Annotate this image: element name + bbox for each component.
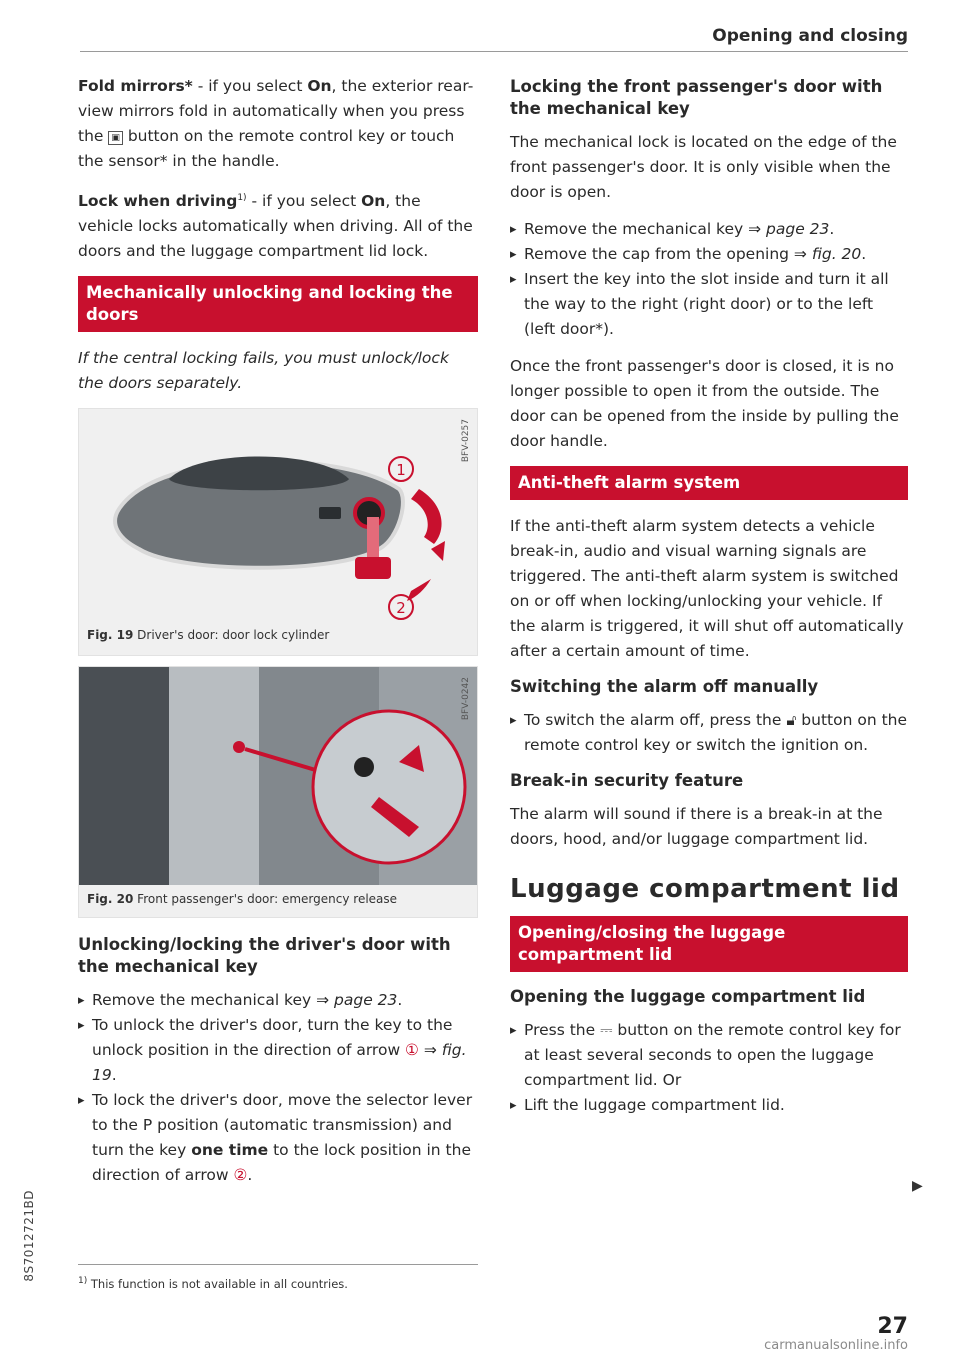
- step-text: Remove the mechanical key: [92, 991, 317, 1010]
- fold-mirrors-label: Fold mirrors*: [78, 77, 193, 95]
- list-item: [510, 267, 908, 342]
- step-text-end: .: [397, 991, 403, 1010]
- alarm-section-heading: Anti-theft alarm system: [510, 466, 908, 500]
- figure-caption-text: Front passenger's door: emergency release: [137, 892, 398, 907]
- footnote: [78, 1276, 348, 1291]
- luggage-section-heading: Opening/closing the luggage compartment lid: [510, 916, 908, 972]
- list-item: [510, 1093, 908, 1118]
- trunk-icon: ⎓: [600, 1021, 613, 1039]
- document-code: 8S7012721BD: [22, 1190, 36, 1282]
- list-item: [78, 988, 478, 1013]
- lock-driving-on: On: [361, 192, 386, 211]
- page-ref-link[interactable]: ⇒ page 23: [316, 991, 398, 1010]
- step-text: Remove the mechanical key: [524, 220, 749, 238]
- step-text: Lift the luggage compartment lid.: [524, 1096, 785, 1114]
- fold-mirrors-on: On: [307, 77, 332, 95]
- step-text: Remove the cap from the opening: [524, 245, 794, 263]
- chapter-title: Luggage compartment lid: [510, 874, 900, 904]
- fold-mirrors-text-3: button on the remote control key or touch the sensor* in the handle.: [78, 127, 455, 170]
- door-handle-illustration: [79, 409, 477, 621]
- step-text-mid: to the lock position in the direction of arrow: [92, 1141, 471, 1185]
- figure-20: [78, 666, 478, 918]
- step-text: Press the: [524, 1021, 601, 1039]
- list-item: [78, 1088, 478, 1188]
- figure-label: Fig. 19: [87, 628, 134, 643]
- opening-lid-steps: [510, 1018, 908, 1118]
- section-intro: If the central locking fails, you must unlock/lock the doors separately.: [78, 349, 449, 393]
- paragraph-mechanical-lock: The mechanical lock is located on the edge of the front passenger's door. It is only visible when the door is open.: [510, 133, 897, 201]
- page-ref-link[interactable]: ⇒ page 23: [748, 220, 830, 238]
- figure-label: Fig. 20: [87, 892, 134, 907]
- continue-arrow-icon: ▶: [912, 1178, 923, 1194]
- heading-passenger-door: Locking the front passenger's door with the mechanical key: [510, 77, 883, 118]
- fig-ref-link[interactable]: ⇒ fig. 20: [793, 245, 862, 263]
- step-text-end: .: [829, 220, 835, 238]
- figure-caption-text: Driver's door: door lock cylinder: [137, 628, 330, 643]
- arrow-marker: ①: [405, 1041, 419, 1060]
- subheading-driver-door: Unlocking/locking the driver's door with the mechanical key: [78, 935, 451, 977]
- arrow-2-label: 2: [396, 599, 406, 618]
- list-item: [510, 217, 908, 242]
- list-item: [510, 1018, 908, 1093]
- figure-code: BFV-0242: [461, 677, 471, 721]
- driver-door-steps: [78, 988, 478, 1188]
- lock-button-icon: ▣: [108, 131, 123, 145]
- footnote-mark: 1): [78, 1276, 88, 1286]
- step-text-end: .: [111, 1066, 117, 1085]
- lock-driving-text: - if you select: [246, 192, 362, 211]
- alarm-off-steps: [510, 708, 908, 758]
- passenger-door-steps: [510, 217, 908, 342]
- step-text-end: button on the remote control key for at least several seconds to open the luggage compartment lid. Or: [524, 1021, 901, 1089]
- footnote-text: This function is not available in all countries.: [90, 1276, 348, 1291]
- fold-mirrors-text-2: , the exterior rear-view mirrors fold in automatically when you press the: [78, 77, 474, 145]
- right-column: [510, 74, 908, 1130]
- lock-driving-paragraph: [78, 186, 478, 264]
- arrow-1-label: 1: [396, 461, 406, 480]
- paragraph-door-closed: Once the front passenger's door is closed, it is no longer possible to open it from the outside. The door can be opened from the inside by pulling the door handle.: [510, 357, 899, 450]
- alarm-paragraph: If the anti-theft alarm system detects a vehicle break-in, audio and visual warning signals are triggered. The anti-theft alarm system is switched on or off when locking/unlocking your vehicle. If the alarm is triggered, it will shut off automatically after a certain amount of time.: [510, 517, 904, 660]
- step-text: Insert the key into the slot inside and turn it all the way to the right (right door) or to the left (left door*).: [524, 270, 889, 338]
- step-bold: one time: [191, 1141, 269, 1160]
- step-text-end: button on the remote control key or switch the ignition on.: [524, 711, 908, 754]
- footnote-divider: [78, 1264, 478, 1265]
- unlock-icon: 🔓︎: [786, 711, 797, 729]
- step-text: To unlock the driver's door, turn the key to the unlock position in the direction of arrow: [92, 1016, 453, 1060]
- step-text: To lock the driver's door, move the selector lever to the P position (automatic transmission) and turn the key: [92, 1091, 473, 1160]
- fold-mirrors-text: - if you select: [192, 77, 308, 95]
- heading-break-in: Break-in security feature: [510, 771, 744, 790]
- figure-code: BFV-0257: [461, 419, 471, 463]
- list-item: [510, 708, 908, 758]
- figure-20-caption: [79, 885, 477, 915]
- running-header: Opening and closing: [712, 26, 908, 46]
- lock-driving-label: Lock when driving: [78, 192, 238, 211]
- page-number: 27: [877, 1314, 908, 1339]
- watermark: carmanualsonline.info: [764, 1338, 908, 1353]
- left-column: [78, 74, 478, 1200]
- arrow-marker: ②: [233, 1166, 248, 1185]
- heading-alarm-off: Switching the alarm off manually: [510, 677, 819, 696]
- section-heading: Mechanically unlocking and locking the doors: [78, 276, 478, 332]
- step-text: To switch the alarm off, press the: [524, 711, 787, 729]
- figure-19: [78, 408, 478, 656]
- fold-mirrors-paragraph: [78, 74, 478, 174]
- lock-driving-text-2: , the vehicle locks automatically when driving. All of the doors and the luggage compartment lid lock.: [78, 192, 473, 261]
- list-item: [510, 242, 908, 267]
- step-text-end: .: [861, 245, 867, 263]
- heading-opening-lid: Opening the luggage compartment lid: [510, 987, 866, 1006]
- list-item: [78, 1013, 478, 1088]
- header-divider: [80, 51, 908, 52]
- fig-ref-link[interactable]: ⇒ fig. 19: [92, 1041, 467, 1085]
- figure-19-caption: [79, 621, 477, 651]
- break-in-paragraph: The alarm will sound if there is a break-in at the doors, hood, and/or luggage compartment lid.: [510, 805, 883, 848]
- footnote-ref: 1): [237, 193, 247, 203]
- step-text-end: .: [247, 1166, 253, 1185]
- door-release-illustration: [79, 667, 477, 885]
